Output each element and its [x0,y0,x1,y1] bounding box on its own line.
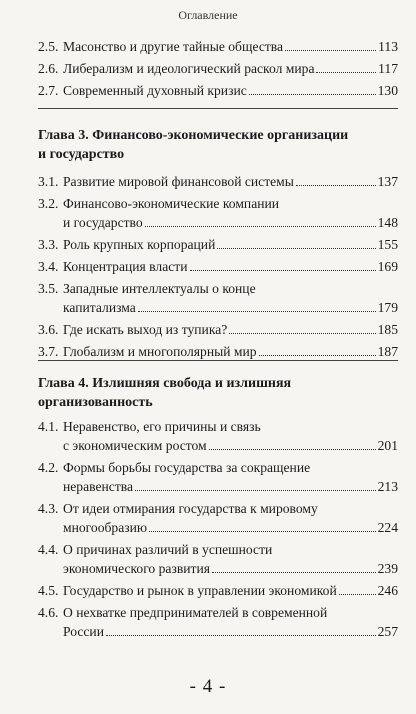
dot-leader [229,321,375,334]
toc-entry-3-3[interactable] [38,235,398,257]
dot-leader [296,173,376,186]
toc-entry-2-6[interactable] [38,59,398,81]
entry-number: 2.7. [38,83,59,98]
chapter-4-heading[interactable] [38,374,398,412]
toc-entry-3-5[interactable] [38,279,398,320]
running-title: Оглавление [178,8,238,22]
dot-leader [106,623,376,636]
entry-page: 257 [377,624,398,639]
page-number: - 4 - [189,676,227,697]
dot-leader [285,38,376,51]
chapter-divider [38,108,398,109]
chapter-3-title-line2: и государство [38,147,125,162]
dot-leader [135,478,376,491]
section-2-list [38,37,398,103]
entry-title-cont: с экономическим ростом [63,438,207,453]
entry-page: 201 [377,438,398,453]
entry-title: От идеи отмирания государства к мировому [63,501,318,516]
toc-entry-4-4[interactable] [38,540,398,581]
toc-entry-4-6[interactable] [38,603,398,644]
entry-title: Развитие мировой финансовой системы [63,174,294,189]
dot-leader [145,214,376,227]
entry-title: Современный духовный кризис [63,83,247,98]
entry-number: 4.2. [38,460,59,475]
entry-title-cont: экономического развития [63,561,210,576]
dot-leader [209,437,376,450]
entry-number: 4.6. [38,605,59,620]
entry-number: 2.5. [38,39,59,54]
entry-title: Где искать выход из тупика? [63,322,228,337]
entry-title-cont: и государство [63,215,143,230]
entry-page: 113 [378,39,398,54]
entry-page: 155 [377,237,398,252]
entry-page: 213 [377,479,398,494]
entry-page: 179 [377,300,398,315]
toc-entry-3-6[interactable] [38,320,398,342]
entry-title: О нехватке предпринимателей в современной [63,605,328,620]
entry-number: 4.3. [38,501,59,516]
chapter-3-heading[interactable] [38,126,398,164]
entry-title: Масонство и другие тайные общества [63,39,284,54]
entry-title: Западные интеллектуалы о конце [63,281,256,296]
entry-page: 239 [377,561,398,576]
dot-leader [217,236,375,249]
dot-leader [138,299,376,312]
toc-entry-3-1[interactable] [38,172,398,194]
entry-title-cont: России [63,624,104,639]
entry-page: 117 [378,61,398,76]
dot-leader [249,82,376,95]
entry-number: 4.5. [38,583,59,598]
dot-leader [259,343,376,356]
entry-number: 4.4. [38,542,59,557]
entry-title: О причинах различий в успешности [63,542,273,557]
entry-title: Роль крупных корпораций [63,237,216,252]
entry-number: 3.2. [38,196,59,211]
chapter-4-list [38,417,398,644]
entry-title: Финансово-экономические компании [63,196,280,211]
chapter-3-title-line1: Глава 3. Финансово-экономические организации [38,128,349,143]
entry-page: 187 [377,344,398,359]
entry-title-cont: неравенства [63,479,134,494]
toc-entry-2-5[interactable] [38,37,398,59]
chapter-4-title-line2: организованность [38,395,153,410]
dot-leader [190,258,376,271]
entry-page: 169 [377,259,398,274]
dot-leader [316,60,376,73]
chapter-3-list [38,172,398,364]
entry-number: 3.6. [38,322,59,337]
dot-leader [149,519,376,532]
entry-title: Неравенство, его причины и связь [63,419,261,434]
entry-page: 224 [377,520,398,535]
entry-number: 2.6. [38,61,59,76]
toc-entry-3-2[interactable] [38,194,398,235]
dot-leader [339,582,376,595]
dot-leader [212,560,376,573]
chapter-divider [38,360,398,361]
toc-entry-2-7[interactable] [38,81,398,103]
toc-entry-4-2[interactable] [38,458,398,499]
toc-entry-3-4[interactable] [38,257,398,279]
entry-page: 137 [377,174,398,189]
entry-number: 3.7. [38,344,59,359]
entry-page: 246 [377,583,398,598]
entry-title: Формы борьбы государства за сокращение [63,460,311,475]
entry-number: 3.4. [38,259,59,274]
entry-title-cont: многообразию [63,520,148,535]
entry-title: Концентрация власти [63,259,188,274]
entry-page: 148 [377,215,398,230]
entry-title: Глобализм и многополярный мир [63,344,257,359]
entry-title: Либерализм и идеологический раскол мира [63,61,315,76]
entry-number: 3.1. [38,174,59,189]
entry-title: Государство и рынок в управлении экономикой [63,583,337,598]
toc-entry-4-5[interactable] [38,581,398,603]
toc-entry-4-3[interactable] [38,499,398,540]
entry-number: 3.5. [38,281,59,296]
entry-title-cont: капитализма [63,300,136,315]
entry-page: 130 [377,83,398,98]
entry-page: 185 [377,322,398,337]
chapter-4-title-line1: Глава 4. Излишняя свобода и излишняя [38,376,292,391]
entry-number: 4.1. [38,419,59,434]
entry-number: 3.3. [38,237,59,252]
toc-entry-4-1[interactable] [38,417,398,458]
